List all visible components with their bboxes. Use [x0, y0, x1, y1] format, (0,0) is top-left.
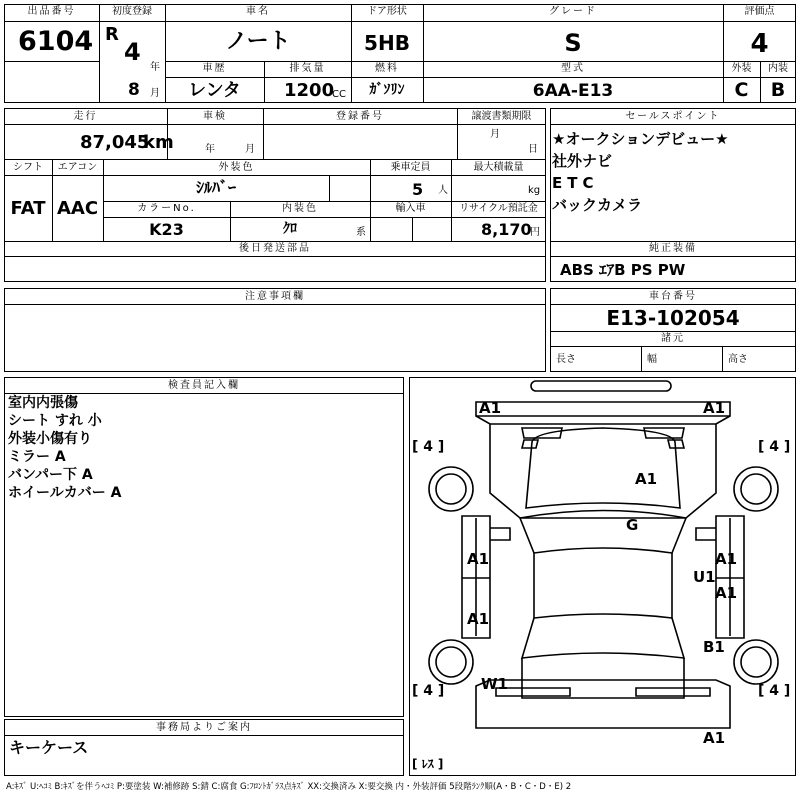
shift-label: シフト: [13, 162, 43, 173]
spare-tire: [ ﾚｽ ]: [412, 757, 444, 771]
recycle: 8,170: [481, 220, 532, 239]
capacity: 5: [412, 180, 424, 199]
plate-label: 登録番号: [336, 111, 384, 122]
inspector-line: 室内内張傷: [8, 395, 78, 411]
equipment-label: 純正装備: [649, 243, 697, 254]
sales-point-item: バックカメラ: [552, 196, 643, 214]
inspector-line: バンパー下 A: [8, 467, 93, 483]
color-no-label: カラーNo.: [137, 203, 196, 214]
history-label: 車歴: [202, 63, 227, 74]
damage-mark: A1: [479, 399, 502, 417]
tire-score: [ 4 ]: [412, 683, 445, 699]
exterior-score: C: [734, 79, 749, 101]
interior-label: 内装: [768, 63, 788, 74]
shift: FAT: [10, 198, 46, 219]
lot-number: 6104: [18, 26, 94, 57]
color-label: 外装色: [218, 162, 255, 173]
spec-label: 諸元: [661, 333, 685, 344]
tire-score: [ 4 ]: [758, 439, 791, 455]
legend: A:ｷｽﾞ U:ﾍｺﾐ B:ｷｽﾞを伴うﾍｺﾐ P:要塗装 W:補修跡 S:錆 C:腐食 G:ﾌﾛﾝﾄｶﾞﾗｽ点ｷｽﾞ XX:交換済み X:要交換 内・外装評価 5段階ﾗﾝｸ順(A・B・C・D・E) 2: [6, 782, 572, 792]
notes-label: 注意事項欄: [245, 291, 305, 302]
recycle-unit: 円: [530, 227, 540, 238]
fuel: ｶﾞｿﾘﾝ: [369, 82, 405, 98]
damage-mark: A1: [467, 550, 490, 568]
year-unit: 年: [150, 62, 160, 73]
car-name: ノート: [225, 29, 291, 54]
sales-point-item: ★オークションデビュー★: [552, 130, 729, 148]
displacement-unit: CC: [332, 89, 346, 100]
damage-mark: A1: [703, 399, 726, 417]
mileage-unit: km: [143, 132, 174, 153]
color-no: K23: [149, 220, 184, 239]
lot-label: 出品番号: [27, 6, 76, 17]
load-label: 最大積載量: [473, 162, 524, 173]
history: レンタ: [188, 80, 241, 101]
car-outline-diagram: [410, 378, 797, 777]
damage-mark: A1: [635, 470, 658, 488]
model: 6AA-E13: [532, 81, 614, 101]
import-label: 輸入車: [395, 203, 426, 214]
fuel-label: 燃料: [375, 63, 399, 74]
grade: S: [564, 29, 582, 57]
chassis-number: E13-102054: [606, 306, 740, 330]
interior-score: B: [770, 79, 786, 101]
int-color: ｸﾛ: [283, 221, 297, 237]
inspector-line: ミラー A: [8, 449, 66, 465]
insp-month-unit: 月: [245, 144, 255, 155]
month-unit: 月: [150, 88, 160, 99]
office-label: 事務局よりご案内: [156, 722, 252, 733]
reg-year: 4: [124, 38, 141, 66]
later-parts-label: 後日発送部品: [239, 243, 311, 254]
inspector-line: シート すれ 小: [8, 413, 102, 429]
score: 4: [750, 29, 769, 59]
car-name-label: 車名: [246, 6, 270, 17]
door-label: ドア形状: [367, 6, 407, 17]
tire-score: [ 4 ]: [412, 439, 445, 455]
insp-year-unit: 年: [205, 144, 215, 155]
displacement-label: 排気量: [289, 63, 326, 74]
ac: AAC: [56, 198, 99, 219]
inspection-label: 車検: [203, 111, 227, 122]
damage-mark: A1: [703, 729, 726, 747]
int-color-label: 内装色: [282, 203, 318, 214]
transfer-label: 譲渡書類期限: [471, 111, 532, 122]
model-label: 型式: [561, 63, 585, 74]
inspector-line: ホイールカバー A: [8, 485, 122, 501]
office-note: キーケース: [9, 738, 89, 757]
score-label: 評価点: [744, 6, 775, 17]
grade-label: グレード: [549, 6, 597, 17]
ac-label: エアコン: [57, 162, 98, 173]
displacement: 1200: [284, 80, 335, 101]
transfer-month-unit: 月: [490, 129, 500, 140]
int-color-unit: 系: [356, 227, 366, 238]
equipment: ABS ｴｱB PS PW: [560, 261, 686, 279]
color: ｼﾙﾊﾞｰ: [195, 178, 236, 197]
tire-score: [ 4 ]: [758, 683, 791, 699]
damage-mark: U1: [693, 568, 716, 586]
first-reg-label: 初度登録: [112, 6, 152, 17]
damage-mark: A1: [715, 550, 738, 568]
sales-point-item: 社外ナビ: [552, 152, 613, 170]
damage-mark: B1: [703, 638, 725, 656]
sales-point-item: ETC: [552, 174, 599, 192]
length-label: 長さ: [556, 354, 576, 365]
width-label: 幅: [647, 354, 657, 365]
damage-mark: A1: [715, 584, 738, 602]
load-unit: kg: [528, 185, 541, 196]
era: R: [105, 24, 119, 45]
recycle-label: リサイクル預託金: [459, 203, 538, 214]
damage-mark: A1: [467, 610, 490, 628]
door-type: 5HB: [364, 31, 410, 55]
inspector-label: 検査員記入欄: [168, 380, 240, 391]
exterior-label: 外装: [731, 63, 752, 74]
capacity-label: 乗車定員: [390, 162, 431, 173]
reg-month: 8: [128, 80, 140, 100]
transfer-day-unit: 日: [528, 144, 538, 155]
chassis-label: 車台番号: [649, 291, 697, 302]
car-diagram: [409, 377, 796, 776]
capacity-unit: 人: [438, 185, 448, 196]
damage-mark: W1: [481, 675, 508, 693]
height-label: 高さ: [728, 354, 748, 365]
sales-points-label: セールスポイント: [625, 111, 721, 122]
mileage: 87,045: [80, 132, 150, 153]
damage-mark: G: [626, 516, 639, 534]
inspector-line: 外装小傷有り: [8, 431, 92, 447]
mileage-label: 走行: [73, 111, 98, 122]
